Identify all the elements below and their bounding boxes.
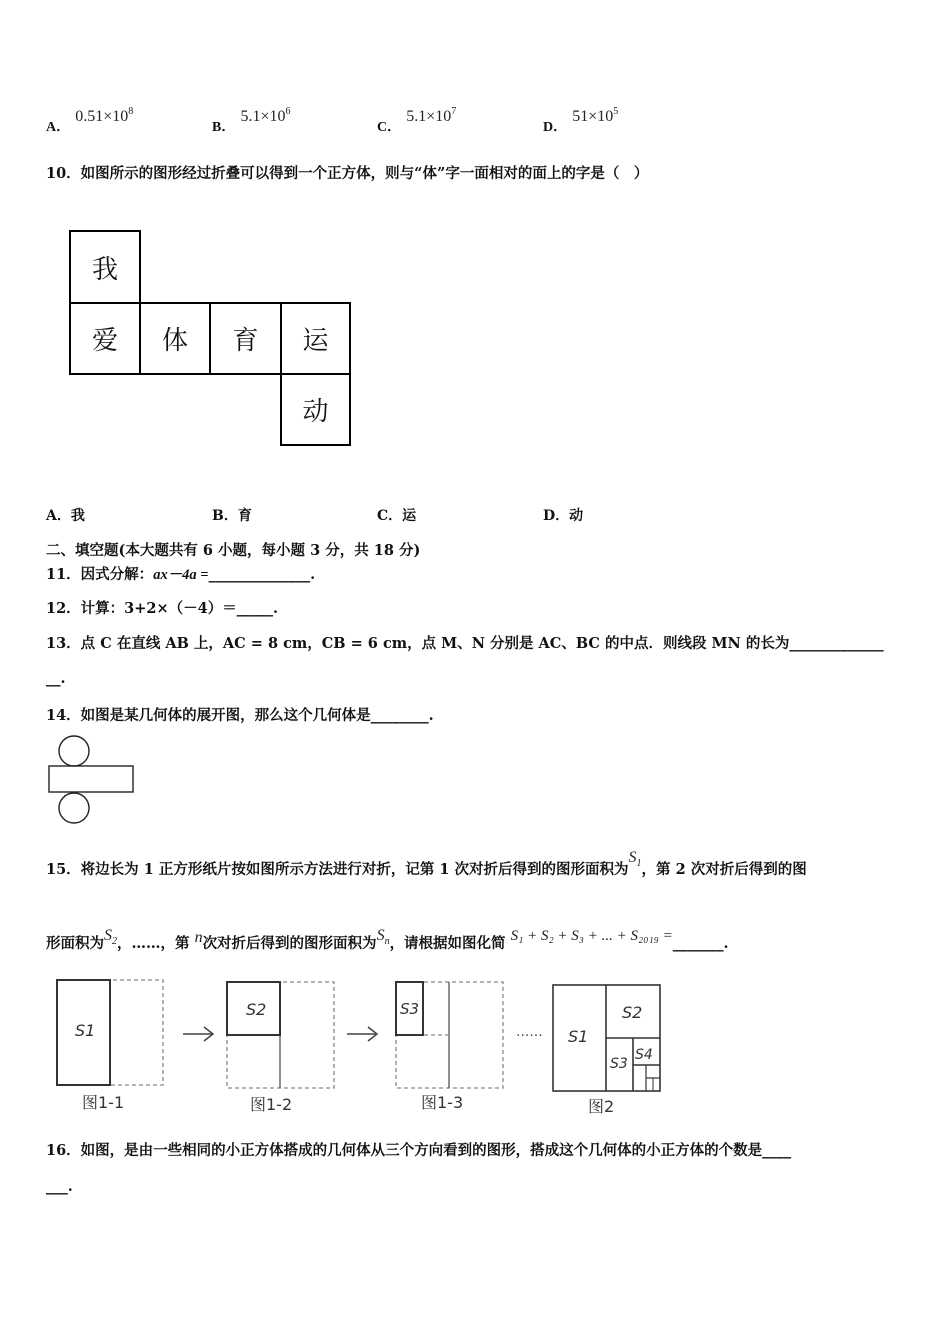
exponent: 7 — [451, 106, 457, 117]
option-label: C． — [377, 508, 403, 524]
cylinder-net-figure — [40, 732, 150, 828]
q15-text-f: ，请根据如图化简 — [389, 935, 506, 952]
figure-1-2 — [227, 982, 334, 1114]
caption-1-3: 图1-3 — [421, 1093, 464, 1112]
option-value: 我 — [70, 508, 85, 524]
q16-line2: ___. — [46, 1178, 73, 1195]
q14: 14．如图是某几何体的展开图，那么这个几何体是________. — [46, 707, 434, 724]
option-value: 育 — [237, 508, 252, 524]
cube-face-ai: 爱 — [69, 302, 141, 375]
option-label: B． — [212, 120, 236, 135]
base: 5.1×10 — [406, 108, 452, 125]
fig2-label-s1: S1 — [568, 1027, 589, 1046]
q15-line2 — [46, 927, 729, 955]
base: 0.51×10 — [75, 108, 129, 125]
figure-2 — [553, 985, 660, 1116]
section-heading: 二、填空题(本大题共有 6 小题，每小题 3 分，共 18 分) — [46, 542, 421, 559]
option-label: D． — [543, 508, 570, 524]
cube-face-yun: 运 — [280, 302, 351, 375]
q9-option-b[interactable] — [212, 106, 291, 135]
option-label: B． — [212, 508, 238, 524]
s-subscript: 1 — [636, 858, 642, 869]
label-s2: S2 — [246, 1000, 267, 1019]
top-circle — [59, 736, 89, 766]
base: 5.1×10 — [240, 108, 286, 125]
q10-option-b[interactable] — [212, 505, 252, 525]
ellipsis: ...... — [516, 1024, 543, 1040]
option-value — [240, 108, 290, 125]
q10-option-c[interactable] — [377, 505, 416, 525]
q15-text-a: 15．将边长为 1 正方形纸片按如图所示方法进行对折，记第 1 次对折后得到的图形面积为 — [46, 861, 629, 878]
q10-option-a[interactable] — [46, 505, 85, 525]
base: 51×10 — [572, 108, 614, 125]
caption-1-2: 图1-2 — [250, 1095, 293, 1114]
label-s1: S1 — [75, 1021, 96, 1040]
caption-2: 图2 — [588, 1097, 615, 1116]
n-symbol: n — [194, 929, 203, 946]
s1-symbol — [628, 849, 642, 869]
fig2-label-s3: S3 — [610, 1056, 628, 1072]
sum-expression: S₁ + S₂ + S₃ + ... + S₂₀₁₉ = — [510, 928, 673, 944]
cube-face-ti: 体 — [139, 302, 211, 375]
q13-line1: 13．点 C 在直线 AB 上，AC = 8 cm，CB = 6 cm，点 M、N 分别是 AC、BC 的中点．则线段 MN 的长为_____________ — [46, 635, 884, 652]
q11 — [46, 563, 315, 584]
exponent: 5 — [613, 106, 619, 117]
s-subscript: 2 — [112, 936, 117, 947]
sn-symbol — [376, 927, 390, 947]
q9-option-d[interactable] — [543, 106, 619, 135]
option-value — [572, 108, 618, 125]
option-label: D． — [543, 120, 568, 135]
option-label: A． — [46, 508, 71, 524]
q15-text-c: 形面积为 — [46, 935, 104, 952]
q15-text-d: ，……，第 — [117, 935, 190, 952]
q9-option-a[interactable] — [46, 106, 134, 135]
lateral-rect — [49, 766, 133, 792]
option-label: C． — [377, 120, 402, 135]
q15-text-e: 次对折后得到的图形面积为 — [202, 935, 377, 952]
label-s3: S3 — [400, 1000, 420, 1018]
option-value: 运 — [402, 508, 417, 524]
option-value: 动 — [569, 508, 584, 524]
q10-option-d[interactable] — [543, 505, 583, 525]
q15-line1 — [46, 849, 807, 881]
cube-face-wo: 我 — [69, 230, 141, 304]
arrow-right-icon — [347, 1027, 377, 1041]
s-letter: S — [376, 927, 385, 944]
s-letter: S — [104, 927, 112, 944]
exponent: 6 — [285, 106, 291, 117]
q16-line1: 16．如图，是由一些相同的小正方体搭成的几何体从三个方向看到的图形，搭成这个几何体的小正方体的个数是____ — [46, 1142, 792, 1159]
fig2-label-s2: S2 — [622, 1003, 643, 1022]
bottom-circle — [59, 793, 89, 823]
figure-1-1 — [57, 980, 163, 1112]
q15-blank[interactable]: _______. — [672, 935, 729, 952]
q11-expression: ax－4a = — [153, 567, 209, 583]
option-value — [75, 108, 133, 125]
q15-text-b: ，第 2 次对折后得到的图 — [641, 861, 807, 878]
fig2-label-s4: S4 — [635, 1047, 653, 1063]
q11-blank[interactable]: ______________. — [208, 566, 316, 583]
q9-option-c[interactable] — [377, 106, 457, 135]
cube-face-yu: 育 — [209, 302, 282, 375]
s-subscript: n — [384, 936, 390, 947]
option-value — [406, 108, 456, 125]
q13-line2: __. — [46, 670, 66, 687]
cube-face-dong: 动 — [280, 373, 351, 446]
folding-figures — [40, 968, 680, 1120]
figure-1-3 — [396, 982, 503, 1112]
q11-prefix: 11．因式分解： — [46, 566, 154, 583]
option-label: A． — [46, 120, 71, 135]
exponent: 8 — [128, 106, 134, 117]
q12: 12．计算：3+2×（－4）＝_____. — [46, 600, 279, 617]
s2-symbol — [104, 927, 117, 947]
arrow-right-icon — [183, 1027, 213, 1041]
s-letter: S — [628, 849, 637, 866]
caption-1-1: 图1-1 — [82, 1093, 125, 1112]
q10-text: 10．如图所示的图形经过折叠可以得到一个正方体，则与“体”字一面相对的面上的字是（ ） — [46, 165, 649, 182]
